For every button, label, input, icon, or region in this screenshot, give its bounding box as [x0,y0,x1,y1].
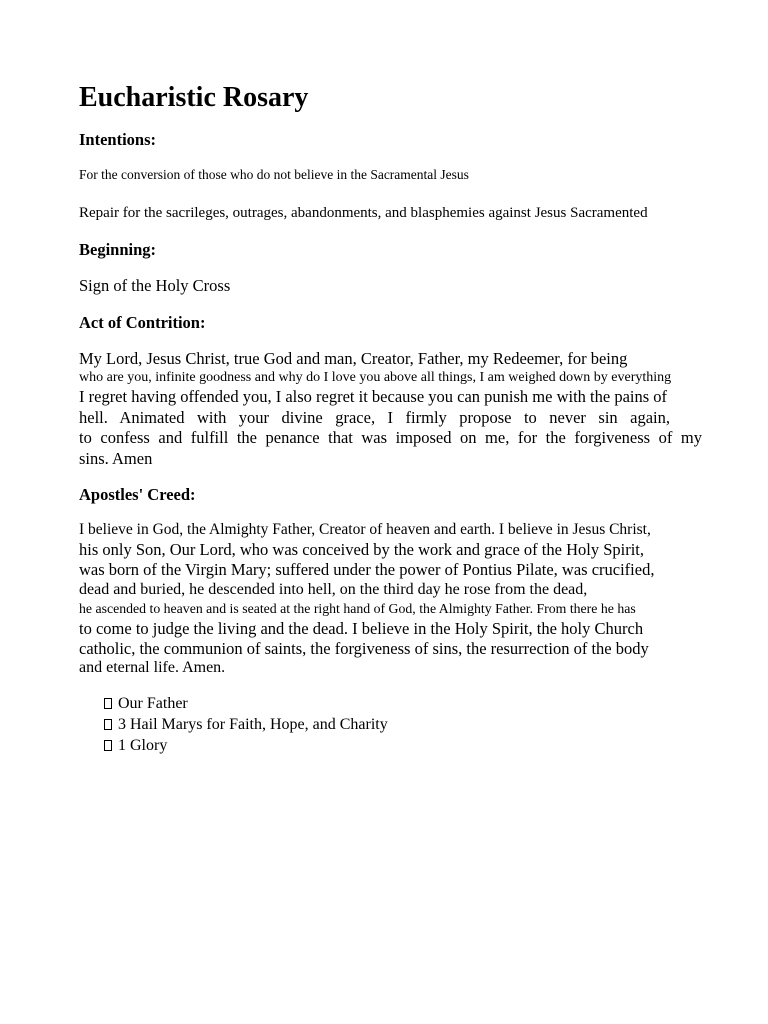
creed-heading: Apostles' Creed: [79,485,196,504]
document-title: Eucharistic Rosary [79,82,309,113]
contrition-line: My Lord, Jesus Christ, true God and man, Creator, Father, my Redeemer, for being [79,349,628,368]
checkbox-icon [104,719,112,730]
intention-line: Repair for the sacrileges, outrages, abandonments, and blasphemies against Jesus Sacramented [79,205,648,221]
contrition-line: I regret having offended you, I also regret it because you can punish me with the pains of [79,387,668,406]
creed-line: I believe in God, the Almighty Father, Creator of heaven and earth. I believe in Jesus Christ, [79,521,651,538]
prayer-list-item [104,736,167,756]
prayer-label: 1 Glory [118,737,168,754]
contrition-line: who are you, infinite goodness and why do I love you above all things, I am weighed down by everything [79,370,672,385]
contrition-line: to confess and fulfill the penance that was imposed on me, for the forgiveness of my [79,428,702,447]
prayer-label: Our Father [118,695,188,712]
beginning-heading: Beginning: [79,240,157,259]
intentions-heading: Intentions: [79,130,157,149]
contrition-heading: Act of Contrition: [79,313,206,332]
prayer-list-item [104,715,388,735]
creed-line: his only Son, Our Lord, who was conceived by the work and grace of the Holy Spirit, [79,540,645,559]
prayer-list-item [104,694,188,714]
creed-line: dead and buried, he descended into hell, on the third day he rose from the dead, [79,581,588,598]
prayer-label: 3 Hail Marys for Faith, Hope, and Charity [118,716,388,733]
checkbox-icon [104,698,112,709]
creed-line: was born of the Virgin Mary; suffered under the power of Pontius Pilate, was crucified, [79,560,655,579]
creed-line: to come to judge the living and the dead. I believe in the Holy Spirit, the holy Church [79,619,644,638]
creed-line: and eternal life. Amen. [79,659,226,676]
contrition-line: hell. Animated with your divine grace, I firmly propose to never sin again, [79,408,670,427]
contrition-line: sins. Amen [79,449,153,468]
beginning-text: Sign of the Holy Cross [79,276,231,295]
creed-line: catholic, the communion of saints, the forgiveness of sins, the resurrection of the body [79,639,649,658]
creed-line: he ascended to heaven and is seated at the right hand of God, the Almighty Father. From there he has [79,601,636,616]
intention-line: For the conversion of those who do not believe in the Sacramental Jesus [79,167,469,182]
checkbox-icon [104,740,112,751]
